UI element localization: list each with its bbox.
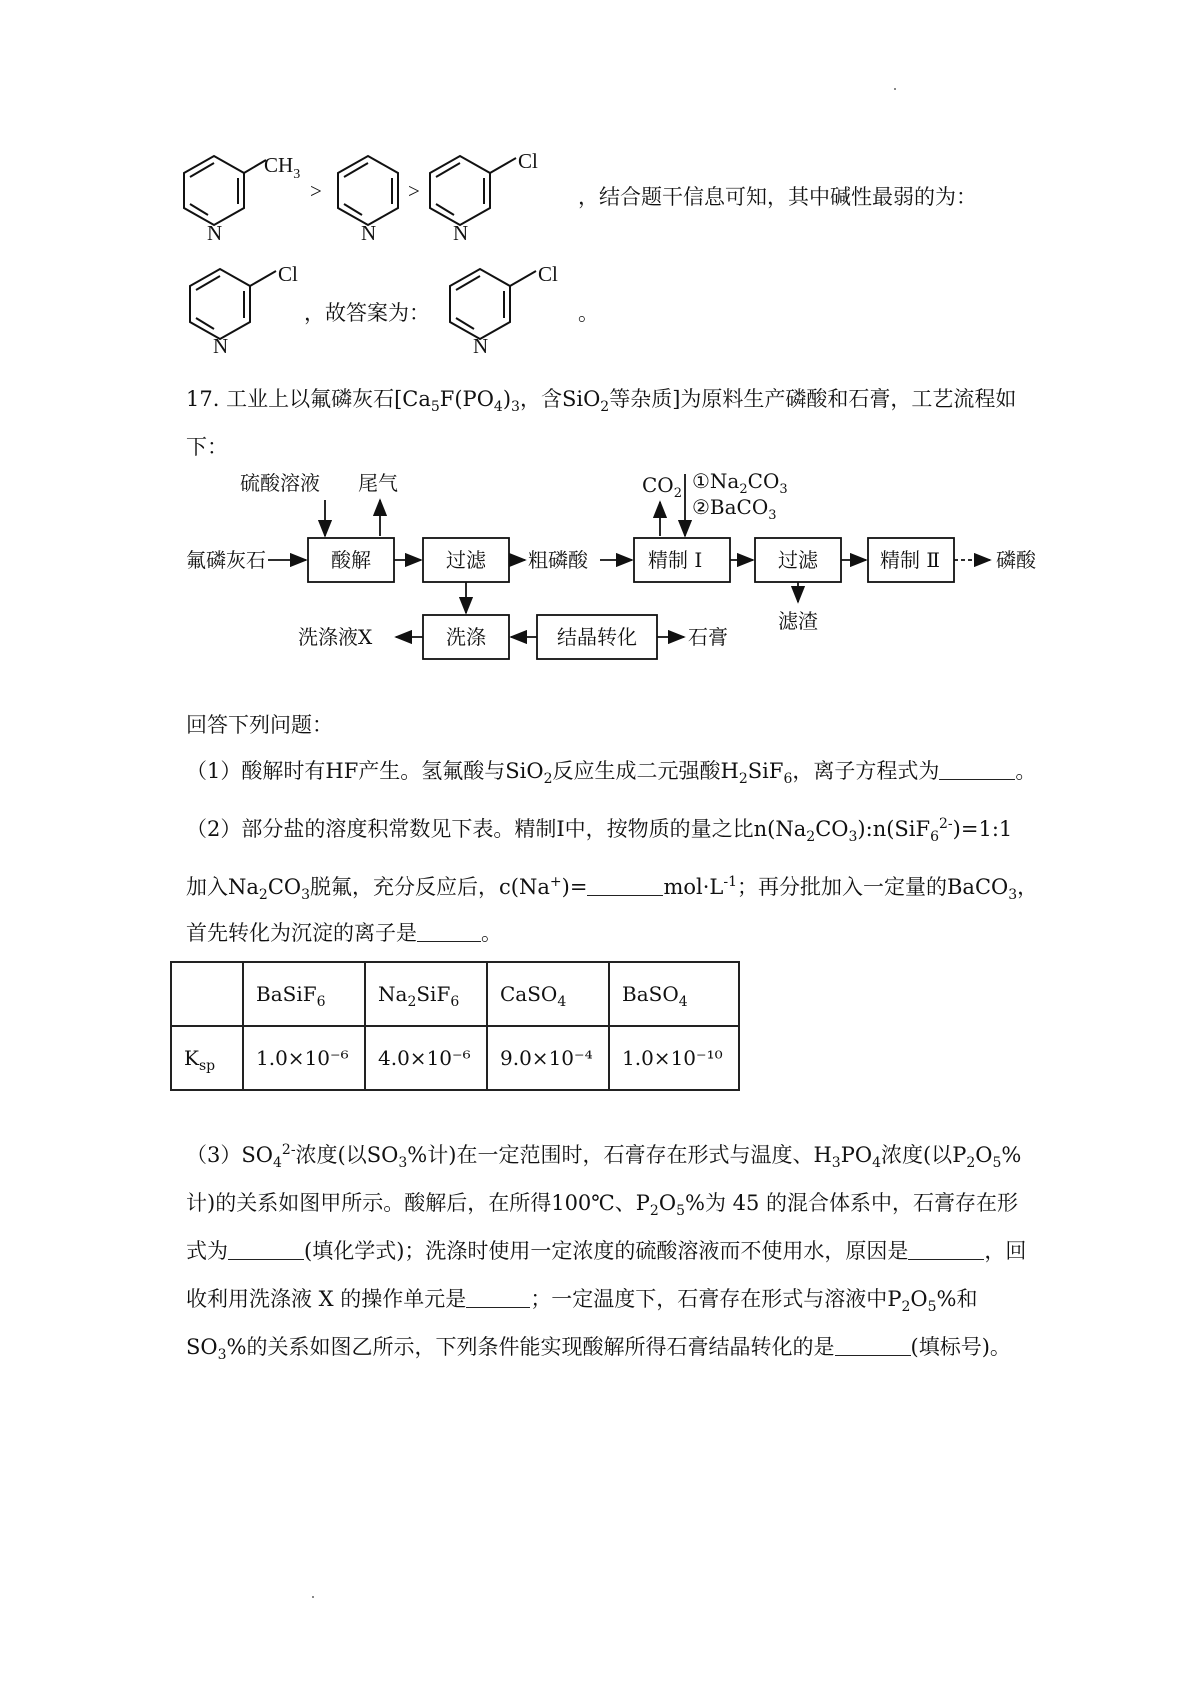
pyridine-structure (338, 156, 398, 225)
acid-hydrolysis-label: 酸解 (331, 548, 371, 572)
refine1-label: 精制 Ⅰ (648, 548, 703, 572)
table-cell: 1.0×10⁻⁶ (243, 1026, 365, 1090)
scan-speck (894, 88, 896, 90)
question-number: 17. (186, 387, 227, 411)
part3-line2: 计)的关系如图甲所示。酸解后，在所得100℃、$P_2O_5\%$为 45 的混合体系中，石膏存在形 (186, 1191, 1019, 1220)
nitrogen-label: N (207, 221, 223, 245)
part1: （1）酸解时有HF产生。氢氟酸与SiO$_2$反应生成二元强酸$H_2SiF_6$，离子方程式为 。 (186, 759, 1037, 788)
methyl-label: $CH_3$ (264, 153, 301, 182)
answer-blank[interactable] (228, 1239, 304, 1260)
table-row (171, 1026, 739, 1090)
gypsum-label: 石膏 (688, 625, 728, 649)
residue-label: 滤渣 (778, 609, 818, 633)
answer-blank[interactable] (835, 1335, 911, 1356)
sulfuric-acid-label: 硫酸溶液 (240, 471, 320, 495)
filter1-label: 过滤 (446, 548, 486, 572)
answer-lead: ，故答案为： (304, 301, 430, 325)
wash-liquid-label: 洗涤液X (298, 625, 373, 649)
part3-line5: $SO_3\%$的关系如图乙所示，下列条件能实现酸解所得石膏结晶转化的是 (填标号)。 (186, 1335, 1011, 1364)
co2-label: $CO_2$ (642, 473, 682, 501)
answer-blank[interactable] (417, 921, 481, 942)
greater-sign: > (408, 179, 420, 203)
nitrogen-label: N (453, 221, 469, 245)
raw-material-label: 氟磷灰石 (186, 548, 266, 572)
nitrogen-label: N (361, 221, 377, 245)
table-cell: 4.0×10⁻⁶ (365, 1026, 487, 1090)
table-cell: $Na_2SiF_6$ (365, 962, 487, 1026)
ksp-table (170, 961, 740, 1091)
pyridine-structures-row1 (170, 148, 570, 248)
table-cell: 9.0×10⁻⁴ (487, 1026, 609, 1090)
part2-line3: 首先转化为沉淀的离子是 。 (186, 921, 502, 945)
refine2-label: 精制 Ⅱ (880, 548, 940, 572)
process-flowchart (180, 468, 1060, 668)
answer-blank[interactable] (587, 875, 663, 896)
reagent2-label: ②BaCO$_3$ (692, 495, 777, 523)
part3-line1: $(3)SO_4^{2-}$浓度(以$SO_3\%$计)在一定范围时，石膏存在形式与温度、$H_3PO_4$浓度(以$P_2O_5\%$ (186, 1142, 1022, 1172)
table-cell: CaSO$_4$ (487, 962, 609, 1026)
part3-line4: 收利用洗涤液 X 的操作单元是 ；一定温度下，石膏存在形式与溶液中$P_2O_5\%$和 (186, 1287, 978, 1316)
table-cell: BaSiF$_6$ (243, 962, 365, 1026)
table-cell: 1.0×10⁻¹⁰ (609, 1026, 739, 1090)
reagent1-label: $①Na_2CO_3$ (692, 469, 788, 497)
chloropyridine-structure (430, 156, 516, 225)
answer-blank[interactable] (466, 1287, 530, 1308)
chloropyridine-answer-right (430, 256, 570, 356)
chloro-label: Cl (538, 262, 558, 286)
part2-line2: 加入$Na_2CO_3$脱氟，充分反应后，$c(Na^+)= mol\cdot L^{-1}$；再分批加入一定量的BaCO$_3$， (186, 874, 1039, 904)
answer-blank[interactable] (939, 759, 1015, 780)
question-17-line2: 下： (186, 435, 228, 459)
crystal-label: 结晶转化 (557, 625, 637, 649)
basicity-sentence: ，结合题干信息可知，其中碱性最弱的为： (578, 185, 977, 209)
scan-speck (312, 1596, 314, 1598)
chloro-label: Cl (278, 262, 298, 286)
question-17-line1: 17. 工业上以氟磷灰石[$Ca_5F(PO_4)_3$，含SiO$_2$等杂质]为原料生产磷酸和石膏，工艺流程如 (186, 387, 1017, 416)
chloropyridine-answer-left (170, 256, 310, 356)
filter2-label: 过滤 (778, 548, 818, 572)
wash-label: 洗涤 (446, 625, 486, 649)
answer-end: 。 (578, 301, 599, 325)
silica-formula: SiO$_2$ (561, 387, 610, 416)
table-header-row (171, 962, 739, 1026)
answer-blank[interactable] (908, 1239, 984, 1260)
crude-phosphoric-label: 粗磷酸 (528, 548, 588, 572)
answer-prompt: 回答下列问题： (186, 713, 333, 737)
tail-gas-label: 尾气 (358, 471, 398, 495)
table-cell (171, 962, 243, 1026)
part2-line1: （2）部分盐的溶度积常数见下表。精制Ⅰ中，按物质的量之比$n(Na_2CO_3):n(SiF_6^{2-})=1:1$ (186, 816, 1013, 846)
table-cell: $K_{sp}$ (171, 1026, 243, 1090)
phosphoric-acid-label: 磷酸 (996, 548, 1036, 572)
fluorapatite-formula: $Ca_5F(PO_4)_3$ (402, 387, 520, 416)
part3-line3: 式为 (填化学式)；洗涤时使用一定浓度的硫酸溶液而不使用水，原因是 ，回 (186, 1239, 1027, 1263)
nitrogen-label: N (213, 334, 229, 356)
chloro-label: Cl (518, 149, 538, 173)
table-cell: BaSO$_4$ (609, 962, 739, 1026)
nitrogen-label: N (473, 334, 489, 356)
methylpyridine-structure (184, 156, 266, 225)
greater-sign: > (310, 179, 322, 203)
